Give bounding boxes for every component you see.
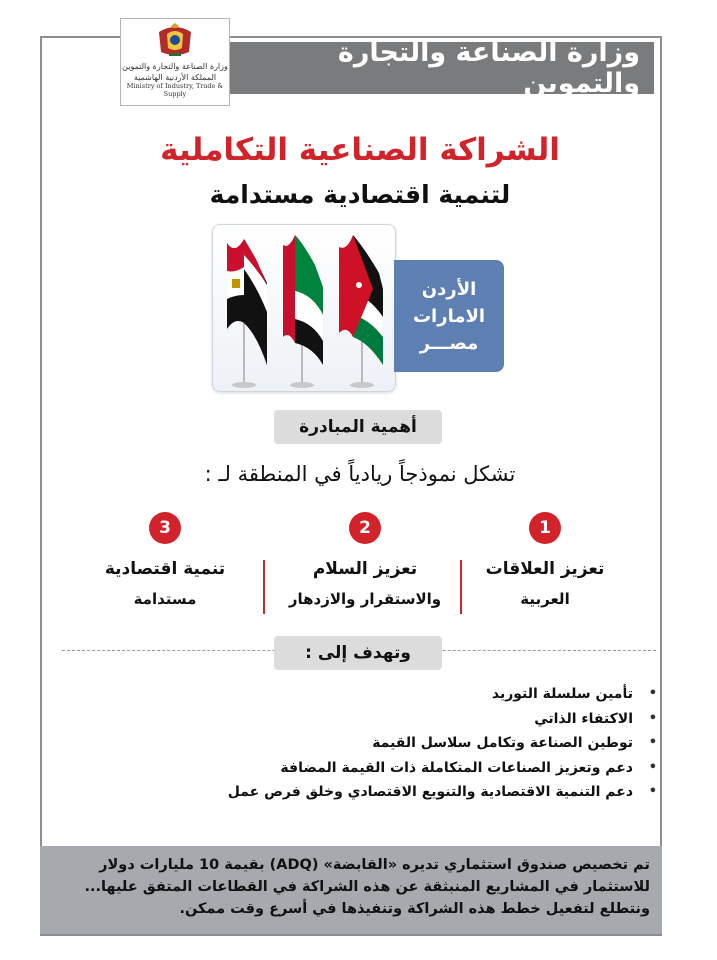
list-item: • دعم التنمية الاقتصادية والتنويع الاقتصادي وخلق فرص عمل	[95, 780, 655, 805]
list-item: • الاكتفاء الذاتي	[95, 707, 655, 732]
importance-item-2-line1: تعزيز السلام	[312, 559, 418, 579]
list-item: • توطين الصناعة وتكامل سلاسل القيمة	[95, 731, 655, 756]
footer-line-3: ونتطلع لتفعيل خطط هذه الشراكة وتنفيذها في أسرع وقت ممكن.	[179, 901, 650, 917]
countries-panel	[394, 260, 504, 372]
footer-line-2: للاستثمار في المشاريع المنبثقة عن هذه الشراكة في القطاعات المتفق عليها...	[84, 879, 650, 895]
importance-item-3-line2: مستدامة	[133, 590, 197, 608]
logo-text-arabic: وزارة الصناعة والتجارة والتموين	[122, 62, 228, 71]
ministry-title: وزارة الصناعة والتجارة والتموين	[337, 37, 640, 99]
footer-note	[40, 846, 662, 934]
importance-item-1	[460, 512, 630, 614]
list-item: • تأمين سلسلة التوريد	[95, 682, 655, 707]
country-uae: الامارات	[412, 305, 486, 327]
ministry-header-bar	[230, 37, 654, 99]
number-badge-3: 3	[149, 512, 181, 544]
importance-item-3-line1: تنمية اقتصادية	[104, 559, 226, 579]
number-badge-1: 1	[529, 512, 561, 544]
main-title: الشراكة الصناعية التكاملية	[160, 132, 560, 168]
goals-label: وتهدف إلى :	[274, 636, 442, 670]
coat-of-arms-icon	[155, 22, 195, 60]
importance-tagline: تشكل نموذجاً ريادياً في المنطقة لـ :	[204, 462, 516, 486]
column-divider	[460, 560, 462, 614]
importance-item-1-line1: تعزيز العلاقات	[485, 559, 605, 579]
ministry-logo	[120, 18, 230, 106]
logo-text-english: Ministry of Industry, Trade & Supply	[126, 82, 224, 98]
country-jordan: الأردن	[421, 278, 477, 300]
importance-item-2-line2: والاستقرار والازدهار	[288, 590, 442, 608]
uae-flag-icon	[283, 235, 323, 388]
column-divider	[263, 560, 265, 614]
logo-text-arabic-2: المملكة الأردنية الهاشمية	[133, 73, 217, 82]
importance-item-3	[80, 512, 250, 614]
country-egypt: مصـــر	[419, 332, 479, 354]
list-item: • دعم وتعزيز الصناعات المتكاملة ذات القيمة المضافة	[95, 756, 655, 781]
flags-illustration	[213, 225, 395, 391]
number-badge-2: 2	[349, 512, 381, 544]
egypt-flag-icon	[227, 239, 267, 388]
footer-line-1: تم تخصيص صندوق استثماري تديره «القابضة» (ADQ) بقيمة 10 مليارات دولار	[99, 857, 650, 873]
flags-image	[212, 224, 396, 392]
sub-title: لتنمية اقتصادية مستدامة	[209, 180, 511, 209]
importance-item-1-line2: العربية	[520, 590, 570, 608]
importance-label: أهمية المبادرة	[274, 410, 442, 444]
goals-list	[95, 682, 655, 805]
importance-item-2	[280, 512, 450, 614]
jordan-flag-icon	[339, 235, 383, 388]
